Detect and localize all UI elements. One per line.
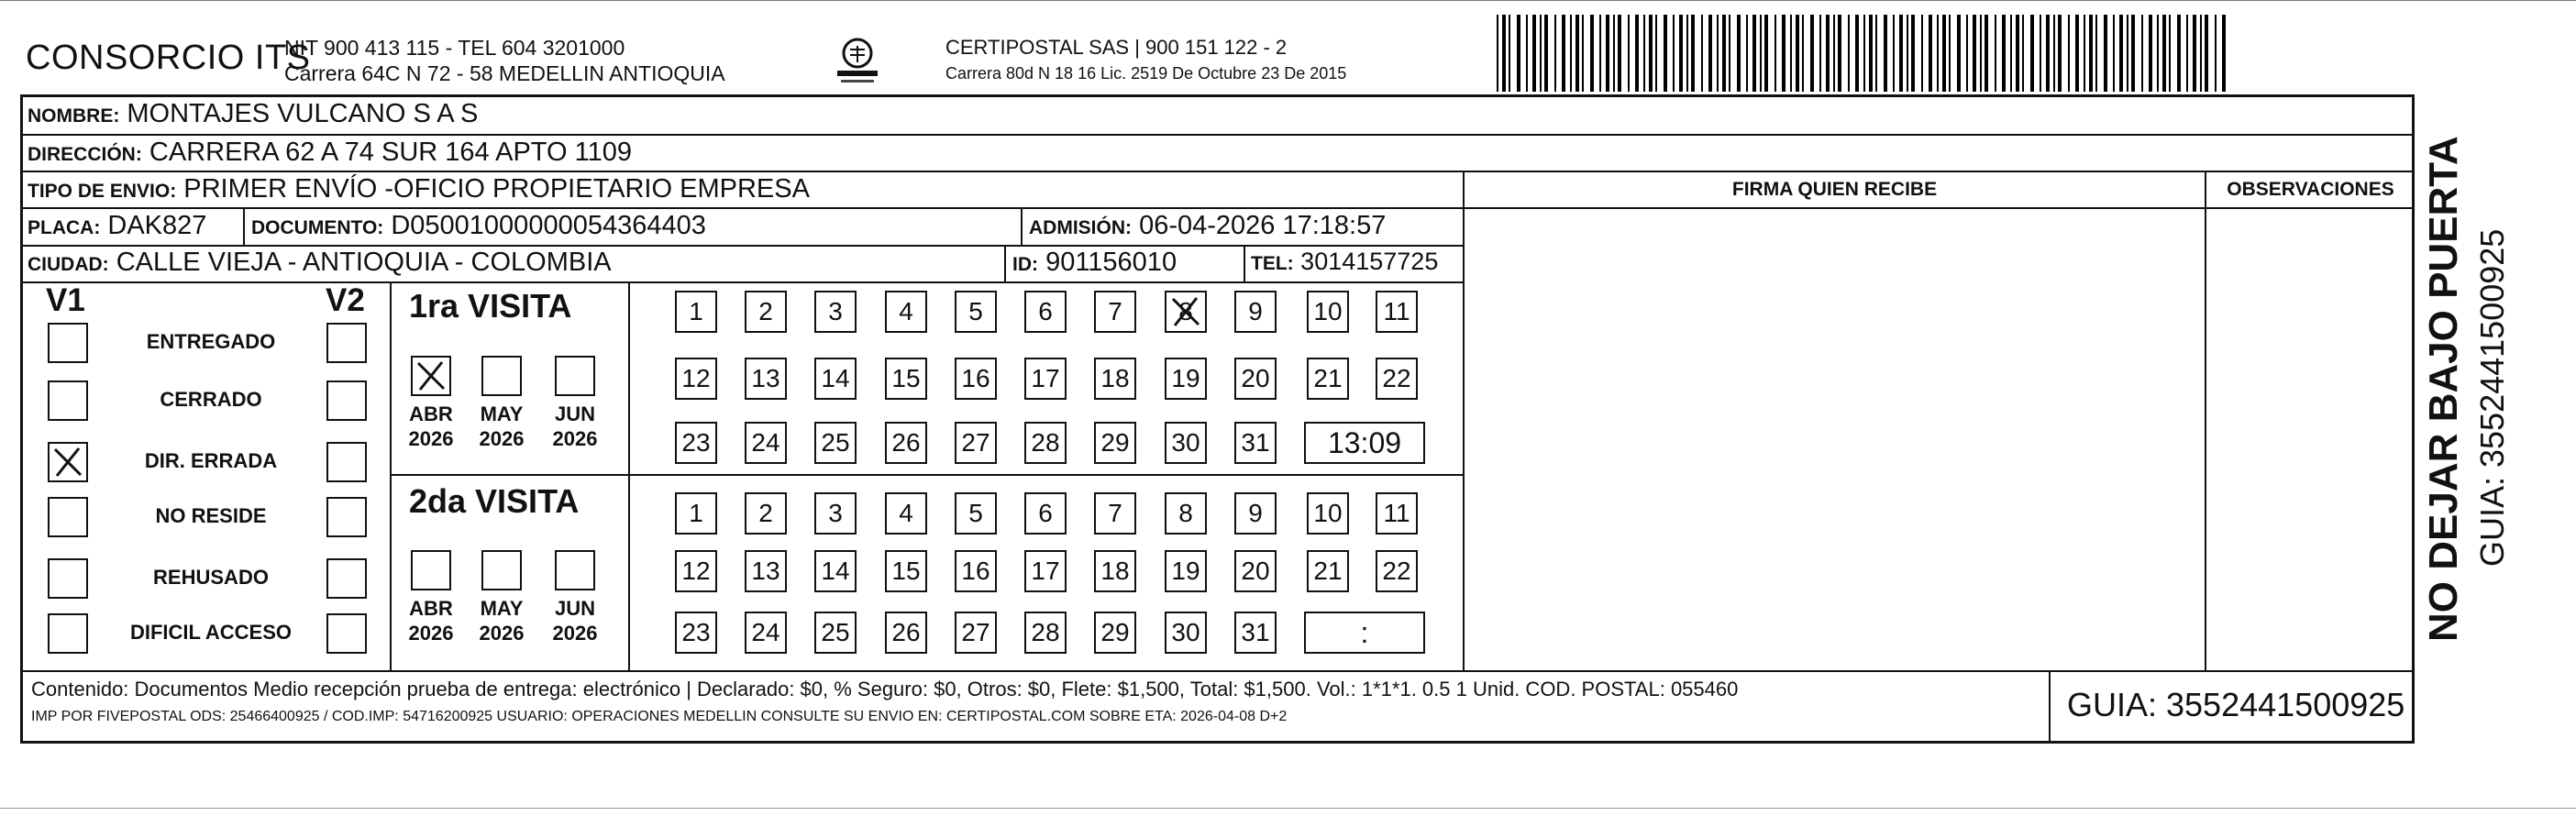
day-box[interactable] — [1024, 492, 1067, 535]
day-number: 31 — [1241, 428, 1270, 457]
day-box[interactable] — [1165, 422, 1207, 464]
day-box[interactable] — [1234, 492, 1277, 535]
nombre-label: NOMBRE: — [28, 105, 120, 127]
placa-value: DAK827 — [107, 211, 207, 240]
day-number: 20 — [1241, 557, 1270, 585]
day-box[interactable] — [1165, 291, 1207, 333]
day-box[interactable] — [1234, 422, 1277, 464]
day-number: 27 — [961, 618, 990, 646]
month-name: JUN — [554, 597, 595, 620]
day-box[interactable] — [1094, 291, 1136, 333]
company-info — [284, 35, 725, 86]
day-box[interactable] — [1094, 358, 1136, 400]
status-label: ENTREGADO — [146, 330, 276, 353]
month-name: ABR — [409, 597, 453, 620]
month-label — [474, 402, 529, 451]
day-box[interactable] — [675, 612, 717, 654]
tipo-envio-row — [28, 174, 810, 204]
day-number: 12 — [681, 364, 711, 392]
v2-checkbox[interactable] — [326, 380, 367, 421]
footer-content-line: Contenido: Documentos Medio recepción prueba de entrega: electrónico | Declarado: $0, % Seguro: $0, Otros: $0, Flete: $1,500, Total: $1,500. Vol.: 1*1*1. 0.5 1 Unid. COD. POSTAL: 055460 — [31, 678, 1739, 700]
day-number: 20 — [1241, 364, 1270, 392]
day-box[interactable] — [1165, 612, 1207, 654]
v1-checkbox[interactable] — [48, 613, 88, 654]
v1-checkbox[interactable] — [48, 380, 88, 421]
month-name: JUN — [554, 402, 595, 425]
day-number: 26 — [891, 618, 921, 646]
day-box[interactable] — [1376, 550, 1418, 592]
ciudad-label: CIUDAD: — [28, 254, 109, 275]
day-number: 29 — [1100, 428, 1130, 457]
day-number: 21 — [1313, 557, 1343, 585]
guia-number: GUIA: 3552441500925 — [2067, 686, 2405, 723]
day-box[interactable] — [955, 492, 997, 535]
courier-license: Carrera 80d N 18 16 Lic. 2519 De Octubre 23 De 2015 — [945, 64, 1347, 83]
day-number: 27 — [961, 428, 990, 457]
day-box[interactable] — [745, 291, 787, 333]
day-number: 12 — [681, 557, 711, 585]
day-number: 23 — [681, 428, 711, 457]
day-number: 2 — [758, 499, 773, 527]
status-label: DIR. ERRADA — [144, 449, 278, 472]
time-value: 13:09 — [1327, 426, 1402, 459]
day-box[interactable] — [1376, 358, 1418, 400]
day-number: 7 — [1108, 499, 1122, 527]
day-box[interactable] — [955, 291, 997, 333]
month-checkbox[interactable] — [481, 550, 522, 590]
day-box[interactable] — [1024, 422, 1067, 464]
month-year: 2026 — [479, 427, 525, 450]
day-box[interactable] — [675, 422, 717, 464]
day-number: 28 — [1031, 618, 1060, 646]
day-number: 22 — [1382, 364, 1411, 392]
observations-area[interactable] — [2206, 209, 2415, 670]
day-number: 10 — [1313, 499, 1343, 527]
day-number: 18 — [1100, 557, 1130, 585]
status-label: DIFICIL ACCESO — [129, 621, 292, 644]
day-box[interactable] — [814, 422, 857, 464]
day-number: 16 — [961, 364, 990, 392]
day-number: 28 — [1031, 428, 1060, 457]
day-number: 19 — [1171, 557, 1200, 585]
v1-checkbox[interactable] — [48, 323, 88, 363]
day-box[interactable] — [1307, 492, 1349, 535]
day-number: 13 — [751, 364, 780, 392]
id-cell — [1012, 248, 1177, 278]
day-box[interactable] — [675, 358, 717, 400]
day-number: 15 — [891, 364, 921, 392]
day-box[interactable] — [1376, 492, 1418, 535]
footer-print-line: IMP POR FIVEPOSTAL ODS: 25466400925 / COD.IMP: 54716200925 USUARIO: OPERACIONES MEDELLIN CONSULTE SU ENVIO EN: CERTIPOSTAL.COM SOBRE ETA: 2026-04-08 D+2 — [31, 709, 1288, 724]
id-label: ID: — [1012, 254, 1038, 275]
v2-checkbox[interactable] — [326, 558, 367, 599]
day-number: 10 — [1313, 297, 1343, 325]
day-box[interactable] — [955, 358, 997, 400]
day-box[interactable] — [885, 291, 927, 333]
day-box[interactable] — [1094, 492, 1136, 535]
day-box[interactable] — [885, 492, 927, 535]
day-box[interactable] — [1307, 358, 1349, 400]
tel-value: 3014157725 — [1300, 248, 1439, 275]
day-number: 9 — [1248, 297, 1263, 325]
day-box[interactable] — [814, 291, 857, 333]
month-name: ABR — [409, 402, 453, 425]
day-number: 5 — [968, 297, 983, 325]
day-box[interactable] — [1094, 422, 1136, 464]
v1-checkbox[interactable] — [48, 558, 88, 599]
day-box[interactable] — [1234, 291, 1277, 333]
day-number: 11 — [1383, 297, 1410, 325]
documento-cell — [251, 211, 706, 241]
day-number: 3 — [828, 499, 843, 527]
day-number: 22 — [1382, 557, 1411, 585]
day-box[interactable] — [745, 550, 787, 592]
day-box[interactable] — [1234, 612, 1277, 654]
status-label: REHUSADO — [153, 566, 269, 589]
side-guia: GUIA: 3552441500925 — [2473, 228, 2511, 567]
day-box[interactable] — [675, 492, 717, 535]
day-number: 24 — [751, 428, 780, 457]
day-number: 25 — [821, 618, 850, 646]
day-number: 13 — [751, 557, 780, 585]
day-box[interactable] — [745, 492, 787, 535]
v2-checkbox[interactable] — [326, 442, 367, 482]
month-label — [547, 596, 603, 645]
day-box[interactable] — [1094, 550, 1136, 592]
day-box[interactable] — [1307, 291, 1349, 333]
v2-header: V2 — [326, 282, 365, 318]
day-box[interactable] — [1024, 358, 1067, 400]
x-mark-icon — [50, 444, 86, 485]
visit1-title: 1ra VISITA — [409, 287, 572, 325]
day-number: 31 — [1241, 618, 1270, 646]
day-box[interactable] — [955, 612, 997, 654]
month-checkbox[interactable] — [555, 356, 595, 396]
month-year: 2026 — [408, 427, 454, 450]
documento-label: DOCUMENTO: — [251, 217, 384, 238]
day-box[interactable] — [1024, 612, 1067, 654]
day-number: 14 — [821, 364, 850, 392]
month-label — [404, 596, 459, 645]
day-box[interactable] — [675, 291, 717, 333]
day-number: 6 — [1038, 499, 1053, 527]
day-box[interactable] — [1165, 550, 1207, 592]
status-label: CERRADO — [160, 388, 262, 411]
day-box[interactable] — [1165, 358, 1207, 400]
courier-info — [945, 35, 1346, 86]
address-line: Carrera 64C N 72 - 58 MEDELLIN ANTIOQUIA — [284, 61, 725, 85]
tel-cell — [1251, 248, 1438, 276]
day-number: 16 — [961, 557, 990, 585]
nit-line: NIT 900 413 115 - TEL 604 3201000 — [284, 36, 625, 60]
day-number: 11 — [1383, 499, 1410, 527]
day-number: 15 — [891, 557, 921, 585]
id-value: 901156010 — [1045, 248, 1177, 277]
day-box[interactable] — [675, 550, 717, 592]
time-box[interactable] — [1304, 422, 1425, 464]
day-box[interactable] — [885, 550, 927, 592]
month-checkbox[interactable] — [555, 550, 595, 590]
day-number: 24 — [751, 618, 780, 646]
day-number: 17 — [1031, 364, 1060, 392]
day-box[interactable] — [955, 422, 997, 464]
day-box[interactable] — [814, 612, 857, 654]
month-checkbox[interactable] — [481, 356, 522, 396]
day-box[interactable] — [814, 492, 857, 535]
day-box[interactable] — [1376, 291, 1418, 333]
day-number: 23 — [681, 618, 711, 646]
firma-header: FIRMA QUIEN RECIBE — [1731, 179, 1938, 200]
nombre-value: MONTAJES VULCANO S A S — [127, 99, 479, 128]
month-label — [474, 596, 529, 645]
direccion-row — [28, 138, 632, 168]
placa-cell — [28, 211, 206, 241]
month-year: 2026 — [479, 622, 525, 645]
time-box[interactable] — [1304, 612, 1425, 654]
day-box[interactable] — [955, 550, 997, 592]
day-number: 4 — [899, 499, 913, 527]
visit2-title: 2da VISITA — [409, 482, 580, 520]
v1-checkbox[interactable] — [48, 442, 88, 482]
day-box[interactable] — [745, 358, 787, 400]
signature-area[interactable] — [1465, 209, 2205, 670]
day-number: 9 — [1248, 499, 1263, 527]
day-number: 8 — [1178, 499, 1193, 527]
day-number: 30 — [1171, 618, 1200, 646]
day-number: 1 — [689, 499, 703, 527]
day-box[interactable] — [1307, 550, 1349, 592]
month-label — [547, 402, 603, 451]
day-number: 14 — [821, 557, 850, 585]
v2-checkbox[interactable] — [326, 613, 367, 654]
v1-checkbox[interactable] — [48, 497, 88, 537]
company-name: CONSORCIO ITS — [26, 39, 311, 77]
certipostal-logo-icon — [830, 33, 885, 88]
month-name: MAY — [480, 402, 524, 425]
tel-label: TEL: — [1251, 253, 1294, 274]
day-box[interactable] — [1094, 612, 1136, 654]
time-value: : — [1360, 616, 1369, 649]
day-box[interactable] — [885, 422, 927, 464]
admision-label: ADMISIÓN: — [1029, 217, 1132, 238]
day-number: 26 — [891, 428, 921, 457]
day-box[interactable] — [745, 422, 787, 464]
no-dejar-warning: NO DEJAR BAJO PUERTA — [2421, 136, 2466, 642]
nombre-row — [28, 99, 478, 129]
day-number: 3 — [828, 297, 843, 325]
day-number: 6 — [1038, 297, 1053, 325]
day-number: 29 — [1100, 618, 1130, 646]
day-box[interactable] — [1234, 550, 1277, 592]
day-box[interactable] — [1234, 358, 1277, 400]
observaciones-header: OBSERVACIONES — [2227, 179, 2394, 200]
day-number: 8 — [1178, 297, 1193, 325]
status-label: NO RESIDE — [155, 504, 267, 527]
direccion-label: DIRECCIÓN: — [28, 144, 142, 165]
admision-cell — [1029, 211, 1386, 241]
day-box[interactable] — [745, 612, 787, 654]
day-number: 2 — [758, 297, 773, 325]
day-number: 30 — [1171, 428, 1200, 457]
day-box[interactable] — [885, 612, 927, 654]
tipo-envio-label: TIPO DE ENVIO: — [28, 181, 177, 202]
courier-nit: CERTIPOSTAL SAS | 900 151 122 - 2 — [945, 36, 1288, 59]
day-box[interactable] — [1024, 291, 1067, 333]
day-number: 7 — [1108, 297, 1122, 325]
month-year: 2026 — [552, 622, 598, 645]
v2-checkbox[interactable] — [326, 323, 367, 363]
documento-value: D05001000000054364403 — [391, 211, 706, 240]
ciudad-cell — [28, 248, 612, 278]
month-year: 2026 — [408, 622, 454, 645]
day-box[interactable] — [1024, 550, 1067, 592]
direccion-value: CARRERA 62 A 74 SUR 164 APTO 1109 — [149, 138, 632, 167]
day-number: 21 — [1313, 364, 1343, 392]
v2-checkbox[interactable] — [326, 497, 367, 537]
month-checkbox[interactable] — [411, 550, 451, 590]
day-number: 5 — [968, 499, 983, 527]
ciudad-value: CALLE VIEJA - ANTIOQUIA - COLOMBIA — [116, 248, 612, 277]
month-name: MAY — [480, 597, 524, 620]
day-box[interactable] — [885, 358, 927, 400]
admision-value: 06-04-2026 17:18:57 — [1139, 211, 1387, 240]
day-number: 18 — [1100, 364, 1130, 392]
v1-header: V1 — [46, 282, 85, 318]
day-number: 17 — [1031, 557, 1060, 585]
x-mark-icon — [413, 358, 449, 399]
day-number: 1 — [689, 297, 703, 325]
day-box[interactable] — [1165, 492, 1207, 535]
placa-label: PLACA: — [28, 217, 101, 238]
day-box[interactable] — [814, 358, 857, 400]
day-number: 19 — [1171, 364, 1200, 392]
barcode-icon — [1497, 15, 2230, 92]
day-box[interactable] — [814, 550, 857, 592]
day-number: 25 — [821, 428, 850, 457]
month-label — [404, 402, 459, 451]
tipo-envio-value: PRIMER ENVÍO -OFICIO PROPIETARIO EMPRESA — [183, 174, 810, 204]
month-year: 2026 — [552, 427, 598, 450]
day-number: 4 — [899, 297, 913, 325]
month-checkbox[interactable] — [411, 356, 451, 396]
